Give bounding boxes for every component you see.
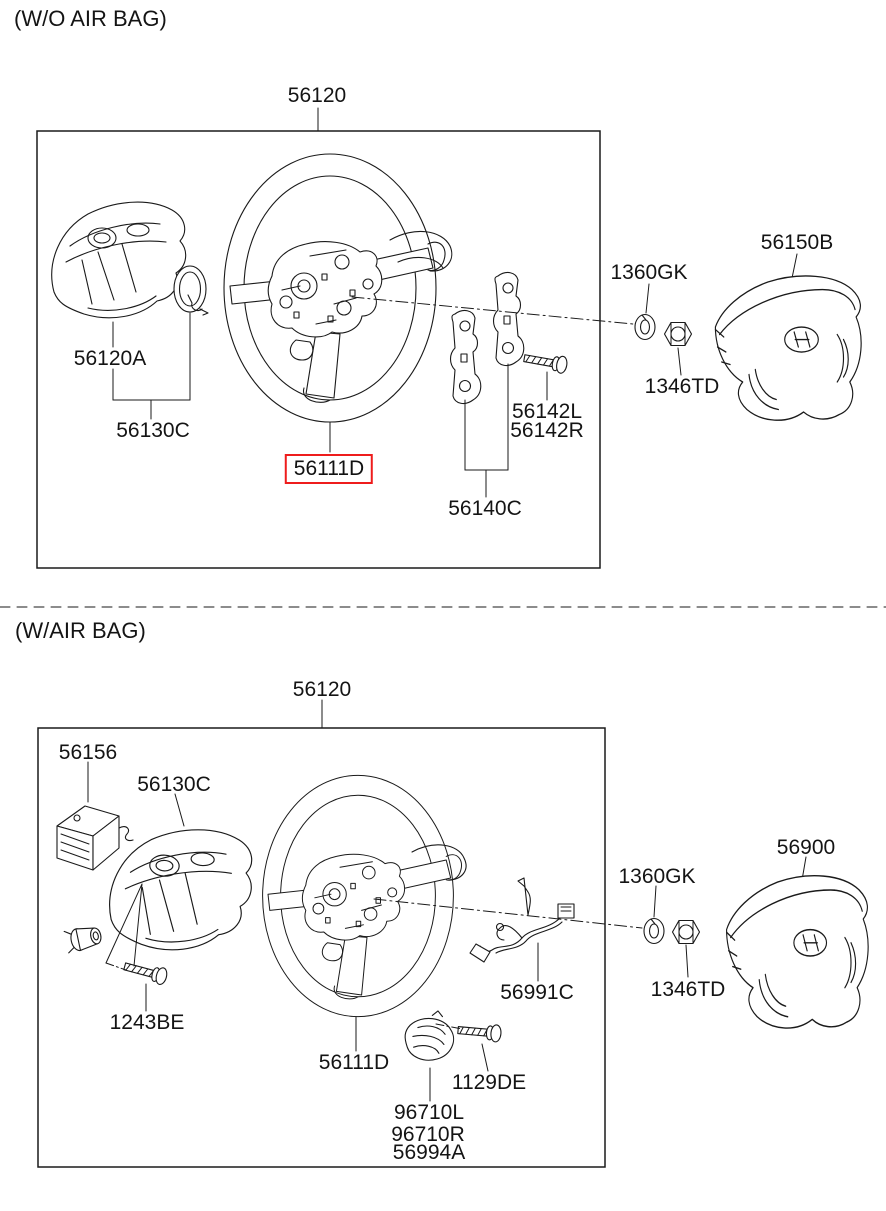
cover-drawing-top — [52, 202, 186, 318]
part-label-1346td-top[interactable]: 1346TD — [644, 375, 720, 398]
washer-drawing-bottom — [644, 919, 664, 944]
part-label-56994a[interactable]: 56994A — [392, 1141, 466, 1164]
nut-drawing-bottom — [673, 921, 700, 944]
part-label-56130c-top[interactable]: 56130C — [116, 419, 190, 442]
part-label-56111d-top-highlighted[interactable]: 56111D — [285, 454, 373, 484]
part-label-96710r[interactable]: 96710R — [391, 1123, 465, 1146]
part-label-1360gk-top[interactable]: 1360GK — [610, 261, 688, 284]
part-label-56130c-bottom[interactable]: 56130C — [137, 773, 211, 796]
switch-screw-drawing — [457, 1022, 501, 1043]
cover-screw-drawing — [123, 958, 169, 986]
part-label-56900[interactable]: 56900 — [776, 836, 836, 859]
part-label-56111d-bottom[interactable]: 56111D — [318, 1051, 390, 1074]
cover-drawing-bottom — [107, 825, 254, 954]
part-label-56120-bottom[interactable]: 56120 — [292, 678, 352, 701]
contact-ring-drawing — [174, 266, 208, 315]
part-label-1360gk-bottom[interactable]: 1360GK — [618, 865, 696, 888]
part-label-56120a[interactable]: 56120A — [73, 347, 147, 370]
airbag-module-drawing — [727, 876, 869, 1028]
part-label-56142r[interactable]: 56142R — [510, 419, 584, 442]
harness-drawing — [470, 878, 574, 962]
part-label-1346td-bottom[interactable]: 1346TD — [650, 978, 726, 1001]
washer-drawing-top — [635, 315, 655, 340]
steering-wheel-drawing-bottom — [263, 775, 462, 1016]
section-bottom-art — [38, 700, 868, 1167]
section-box-bottom — [38, 728, 605, 1167]
section-header-bottom: (W/AIR BAG) — [15, 618, 146, 643]
ecu-drawing — [57, 806, 133, 870]
part-label-1129de[interactable]: 1129DE — [451, 1071, 527, 1094]
bracket-right-drawing — [494, 273, 524, 366]
nut-drawing-top — [665, 323, 692, 346]
part-label-56142l[interactable]: 56142L — [511, 400, 583, 423]
steering-wheel-drawing-top — [224, 154, 445, 422]
bracket-left-drawing — [451, 311, 481, 404]
part-label-56156[interactable]: 56156 — [58, 741, 118, 764]
switch-drawing — [399, 1004, 461, 1068]
part-label-56140c[interactable]: 56140C — [448, 497, 522, 520]
part-label-56150b[interactable]: 56150B — [760, 231, 834, 254]
section-header-top: (W/O AIR BAG) — [14, 6, 167, 31]
airbag-pad-drawing-top — [715, 276, 861, 420]
part-label-56991c[interactable]: 56991C — [500, 981, 574, 1004]
cylinder-part-drawing — [64, 924, 103, 953]
bracket-screw-drawing — [523, 350, 568, 374]
part-label-1243be[interactable]: 1243BE — [109, 1011, 185, 1034]
part-label-56120-top[interactable]: 56120 — [287, 84, 347, 107]
part-label-96710l[interactable]: 96710L — [393, 1101, 465, 1124]
